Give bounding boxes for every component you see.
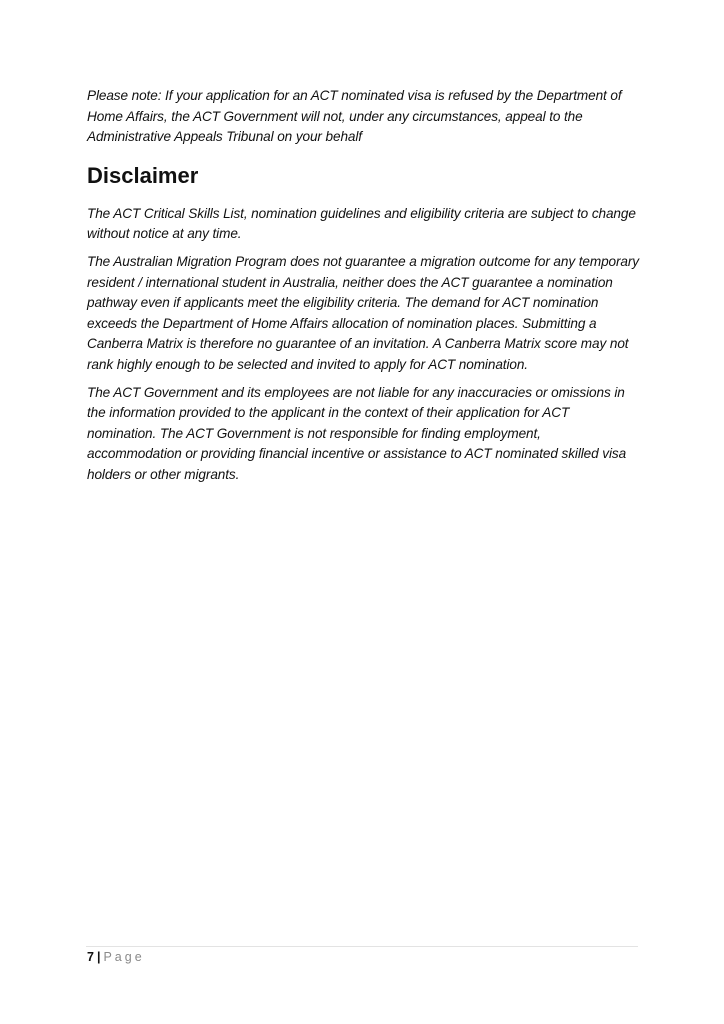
disclaimer-paragraph-1: The ACT Critical Skills List, nomination guidelines and eligibility criteria are subject to change without notice at any time. <box>87 205 636 242</box>
page-content <box>87 86 639 493</box>
page-number: 7 <box>87 950 94 964</box>
disclaimer-paragraph-2: The Australian Migration Program does not guarantee a migration outcome for any temporary resident / international student in Australia, neither does the ACT guarantee a nomination pathway even if applicants meet the eligibility criteria. The demand for ACT nomination exceeds the Department of Home Affairs allocation of nomination places. Submitting a Canberra Matrix is therefore no guarantee of an invitation. A Canberra Matrix score may not rank highly enough to be selected and invited to apply for ACT nomination. <box>87 253 640 372</box>
disclaimer-heading: Disclaimer <box>87 162 199 188</box>
footer-divider <box>86 946 638 947</box>
page-label: Page <box>103 950 145 964</box>
page-footer <box>87 949 145 965</box>
footer-separator: | <box>96 950 101 964</box>
disclaimer-paragraph-3: The ACT Government and its employees are not liable for any inaccuracies or omissions in the information provided to the applicant in the context of their application for ACT nomination. The ACT Government is not responsible for finding employment, accommodation or providing financial incentive or assistance to ACT nominated skilled visa holders or other migrants. <box>87 384 627 482</box>
note-paragraph: Please note: If your application for an ACT nominated visa is refused by the Department of Home Affairs, the ACT Government will not, under any circumstances, appeal to the Administrative Appeals Tribunal on your behalf <box>87 88 622 145</box>
